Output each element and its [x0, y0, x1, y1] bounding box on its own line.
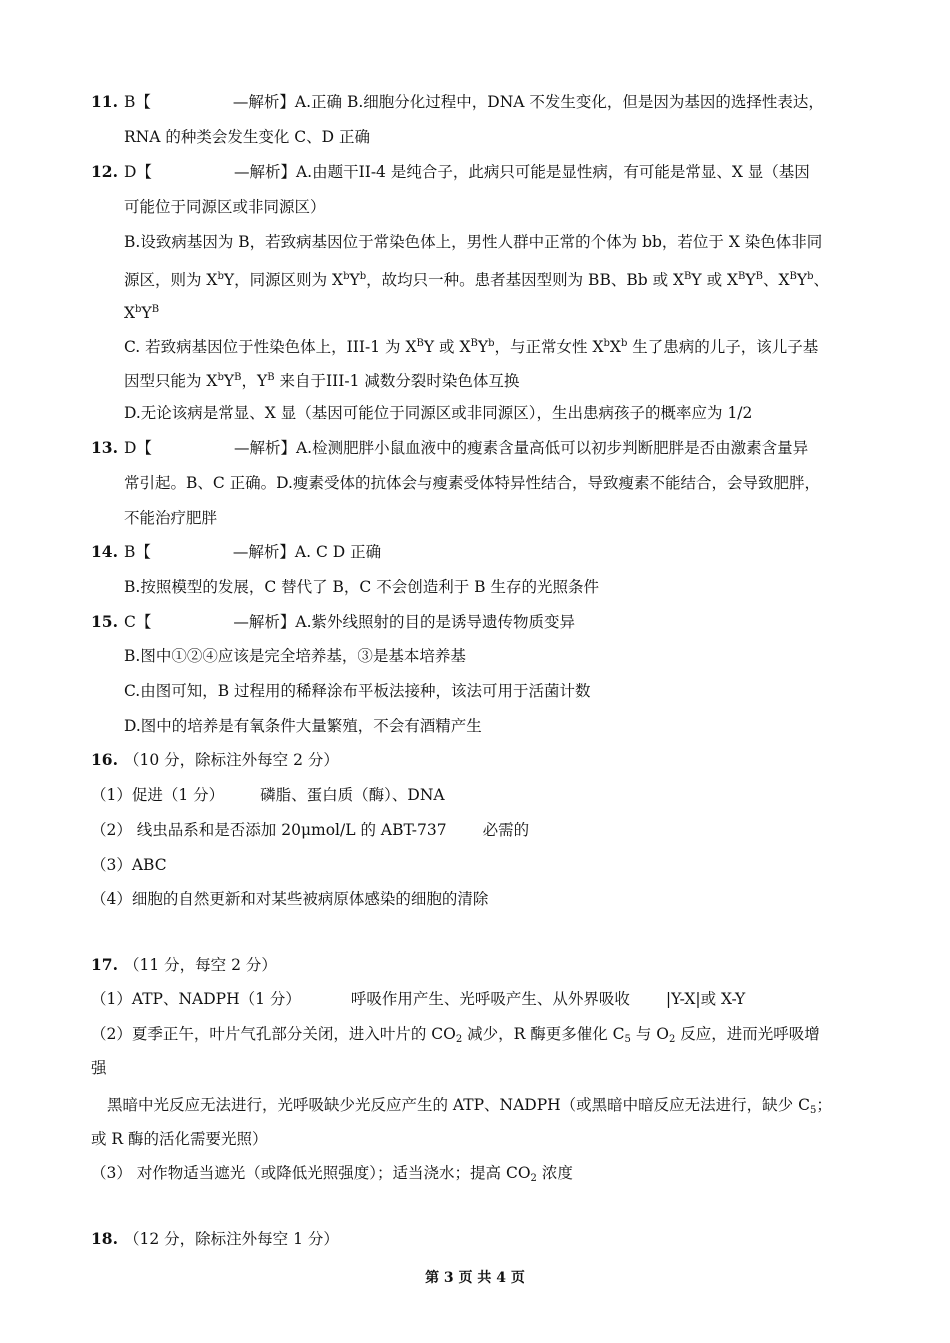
analysis-tag: —解析】 [232, 543, 295, 561]
analysis-tag: —解析】 [232, 93, 295, 111]
document-page: 11. B【 —解析】A.正确 B.细胞分化过程中，DNA 不发生变化，但是因为基因的选择性表达， RNA 的种类会发生变化 C、D 正确 12. D【 —解析】A.由题干II-4 是纯合子，此病只可能是显性病，有可能是常显、X 显（基因 可能位于同源区或非同源区） B.设致病基因为 B，若致病基因位于常染色体上，男性人群中正常的个体为 bb，若位于 X 染色体非同 源区，则为 $X^bY$，同源区则为 $X^bY^b$，故均只一种。患者基因型则为 BB、Bb 或 $X^BY$ 或 $X^BY^B$、$X^BY^b$、 $X^bY^B$ C. 若致病基因位于性染色体上，III-1 为 $X^BY$ 或 $X^BY^b$，与正常女性 $X^bX^b$ 生了患病的儿子，该儿子基 因型只能为 $X^bY^B$，$Y^B$ 来自于III-1 减数分裂时染色体互换 D.无论该病是常显、X 显（基因可能位于同源区或非同源区），生出患病孩子的概率应为 1/2 13. D【 —解析】A.检测肥胖小鼠血液中的瘦素含量高低可以初步判断肥胖是否由激素含量异 常引起。B、C 正确。D.瘦素受体的抗体会与瘦素受体特异性结合，导致瘦素不能结合，会导致肥胖， 不能治疗肥胖 14. B【 —解析】A. C D 正确 B.按照模型的发展，C 替代了 B，C 不会创造利于 B 生存的光照条件 15. C【 —解析】A.紫外线照射的目的是诱导遗传物质变异 B.图中①②④应该是完全培养基，③是基本培养基 C.由图可知，B 过程用的稀释涂布平板法接种，该法可用于活菌计数 D.图中的培养是有氧条件大量繁殖，不会有酒精产生 16. （10 分，除标注外每空 2 分） （1）促进（1 分） 磷脂、蛋白质（酶）、DNA （2） 线虫品系和是否添加 20μmol/L 的 ABT-737 必需的 （3）ABC （4）细胞的自然更新和对某些被病原体感染的细胞的清除 17. （11 分，每空 2 分） （1）ATP、NADPH（1 分） 呼吸作用产生、光呼吸产生、从外界吸收 |Y-X|或 X-Y （2）夏季正午，叶片气孔部分关闭，进入叶片的 $CO_2$ 减少，R 酶更多催化 $C_5$ 与 $O_2$ 反应，进而光呼吸增 强 黑暗中光反应无法进行，光呼吸缺少光反应产生的 ATP、NADPH（或黑暗中暗反应无法进行，缺少 $C_5$； 或 R 酶的活化需要光照） （3） 对作物适当遮光（或降低光照强度）；适当浇水；提高 $CO_2$ 浓度 18. （12 分，除标注外每空 1 分） 第 3 页 共 4 页 [0, 0, 950, 1343]
answer-letter: B【 [124, 93, 151, 111]
answer-letter: B【 [124, 543, 151, 561]
question-number: 13. [91, 438, 118, 457]
question-number: 11. [91, 92, 118, 111]
page-footer: 第 3 页 共 4 页 [425, 1270, 525, 1286]
analysis-text: A.正确 B.细胞分化过程中，DNA 不发生变化，但是因为基因的选择性表达， [294, 93, 824, 111]
answer-letter: D【 [124, 163, 152, 181]
answer-letter: D【 [124, 439, 152, 457]
question-number: 12. [91, 162, 118, 181]
analysis-tag: —解析】 [233, 439, 296, 457]
question-number: 17. [91, 955, 118, 974]
answer-letter: C【 [124, 613, 152, 631]
question-number: 14. [91, 542, 118, 561]
analysis-tag: —解析】 [233, 163, 296, 181]
question-number: 18. [91, 1229, 118, 1248]
question-number: 15. [91, 612, 118, 631]
analysis-tag: —解析】 [233, 613, 296, 631]
question-number: 16. [91, 750, 118, 769]
